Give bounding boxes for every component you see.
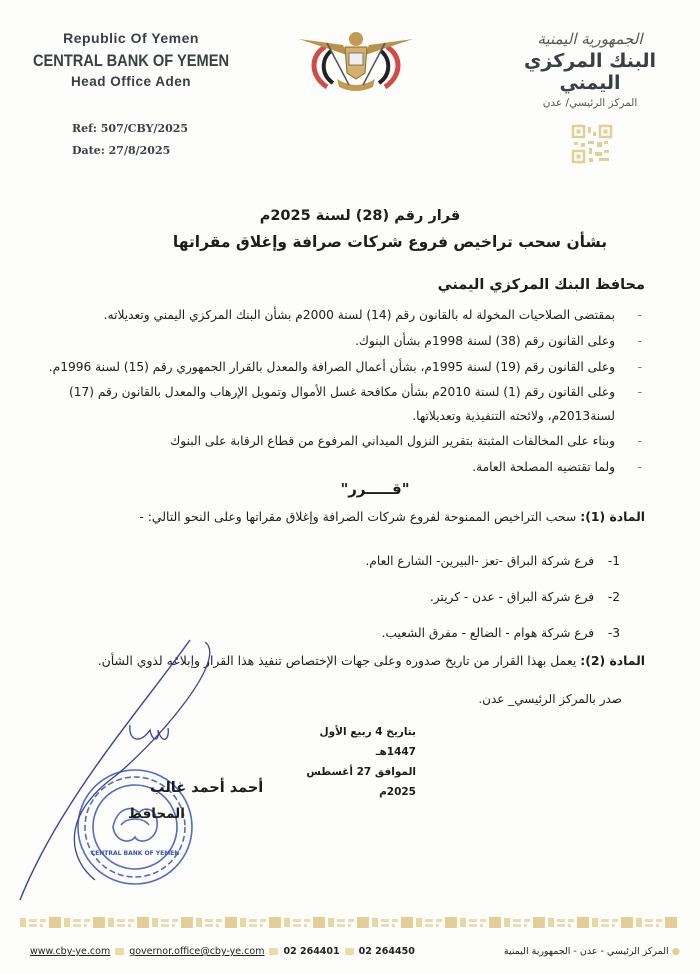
reference-number: Ref: 507/CBY/2025 [72, 122, 189, 135]
bullet-dash: - [637, 334, 642, 348]
head-office-ar: المركز الرئيسي/ عدن [542, 97, 638, 109]
svg-text:CENTRAL BANK OF YEMEN: CENTRAL BANK OF YEMEN [90, 850, 180, 857]
bullet-dash: - [637, 385, 642, 399]
gregorian-date: الموافق 27 أغسطس 2025م [306, 766, 416, 798]
governor-name: أحمد أحمد غالب [150, 780, 264, 796]
preamble-item: - وعلى القانون رقم (1) لسنة 2010م بشأن مكافحة غسل الأموال وتمويل الإرهاب والمعدل بالقانون رقم (17) لسنة2013م، ولائحته التنفيذية وتعديلاتها. [55, 380, 645, 428]
fax-icon [269, 948, 278, 955]
head-office-en: Head Office Aden [70, 74, 192, 89]
email-icon [115, 948, 124, 955]
governor-heading: محافظ البنك المركزي اليمني [437, 277, 645, 293]
branch-item: 2- فرع شركة البراق - عدن - كريتر. [429, 590, 620, 604]
issued-at: صدر بالمركز الرئيسي_ عدن. [478, 692, 622, 706]
branch-item: 3- فرع شركة هوام - الضالع - مفرق الشعيب. [381, 626, 620, 640]
bank-name-en: CENTRAL BANK OF YEMEN [32, 51, 230, 70]
governor-title: المحافظ [128, 806, 185, 822]
decree-title: قرار رقم (28) لسنة 2025م [259, 208, 461, 224]
reference-block [72, 118, 188, 162]
decorative-footer-band [20, 915, 680, 930]
preamble-item: - وعلى القانون رقم (19) لسنة 1995م، بشأن أعمال الصرافة والمعدل بالقرار الجمهوري رقم (15) لسنة 1996م. [45, 354, 645, 380]
decree-subject: بشأن سحب تراخيص فروع شركات صرافة وإغلاق مقراتها [172, 233, 608, 251]
preamble-item: - ولما تقتضيه المصلحة العامة. [45, 454, 645, 480]
letter-date: Date: 27/8/2025 [72, 144, 171, 157]
bank-name-ar: البنك المركزي اليمني [524, 50, 656, 94]
article-1-text: سحب التراخيص الممنوحة لفروع شركات الصرافة وإغلاق مقراتها وعلى النحو التالي: - [139, 509, 581, 524]
phone-icon [345, 948, 354, 955]
article-1 [25, 509, 645, 524]
branch-item: 1- فرع شركة البراق -تعز -البيرين- الشارع العام. [365, 554, 620, 568]
bullet-dash: - [637, 308, 642, 322]
footer-contact [30, 946, 680, 957]
arabic-letterhead [500, 30, 680, 109]
qr-code-icon [571, 124, 613, 164]
hijri-date: بتاريخ 4 ربيع الأول 1447هـ [319, 726, 416, 758]
email-link[interactable]: governor.office@cby-ye.com [129, 946, 265, 957]
preamble-item: - وعلى القانون رقم (38) لسنة 1998م بشأن البنوك. [45, 328, 645, 354]
branch-list [20, 544, 620, 652]
date-block [296, 722, 416, 802]
republic-en: Republic Of Yemen [63, 30, 199, 46]
article-2-text: يعمل بهذا القرار من تاريخ صدوره وعلى جهات الإختصاص تنفيذ هذا القرار وإبلاغه لذوي الشأن. [97, 653, 581, 668]
preamble-list [45, 302, 645, 480]
bullet-dash: - [637, 460, 642, 474]
preamble-item: - وبناء على المخالفات المثبتة بتقرير النزول الميداني المرفوع من قطاع الرقابة على البنوك [45, 428, 645, 454]
website-link[interactable]: www.cby-ye.com [30, 946, 111, 957]
phone-number: 02 264450 [358, 946, 415, 957]
republic-ar: الجمهورية اليمنية [537, 30, 643, 48]
decided-heading: "قـــــرر" [340, 480, 410, 498]
article-2 [5, 653, 645, 668]
article-2-label: المادة (2): [580, 653, 645, 668]
bullet-dash: - [637, 360, 642, 374]
yemen-eagle-emblem-icon [297, 25, 415, 97]
location-pin-icon: ● [671, 946, 680, 957]
fax-number: 02 264401 [283, 946, 340, 957]
english-letterhead [0, 30, 262, 89]
preamble-item: - بمقتضى الصلاحيات المخولة له بالقانون رقم (14) لسنة 2000م بشأن البنك المركزي اليمني وتعديلاته. [45, 302, 645, 328]
address: ● المركز الرئيسي - عدن - الجمهورية اليمنية [503, 946, 680, 957]
bullet-dash: - [637, 434, 642, 448]
article-1-label: المادة (1): [580, 509, 645, 524]
